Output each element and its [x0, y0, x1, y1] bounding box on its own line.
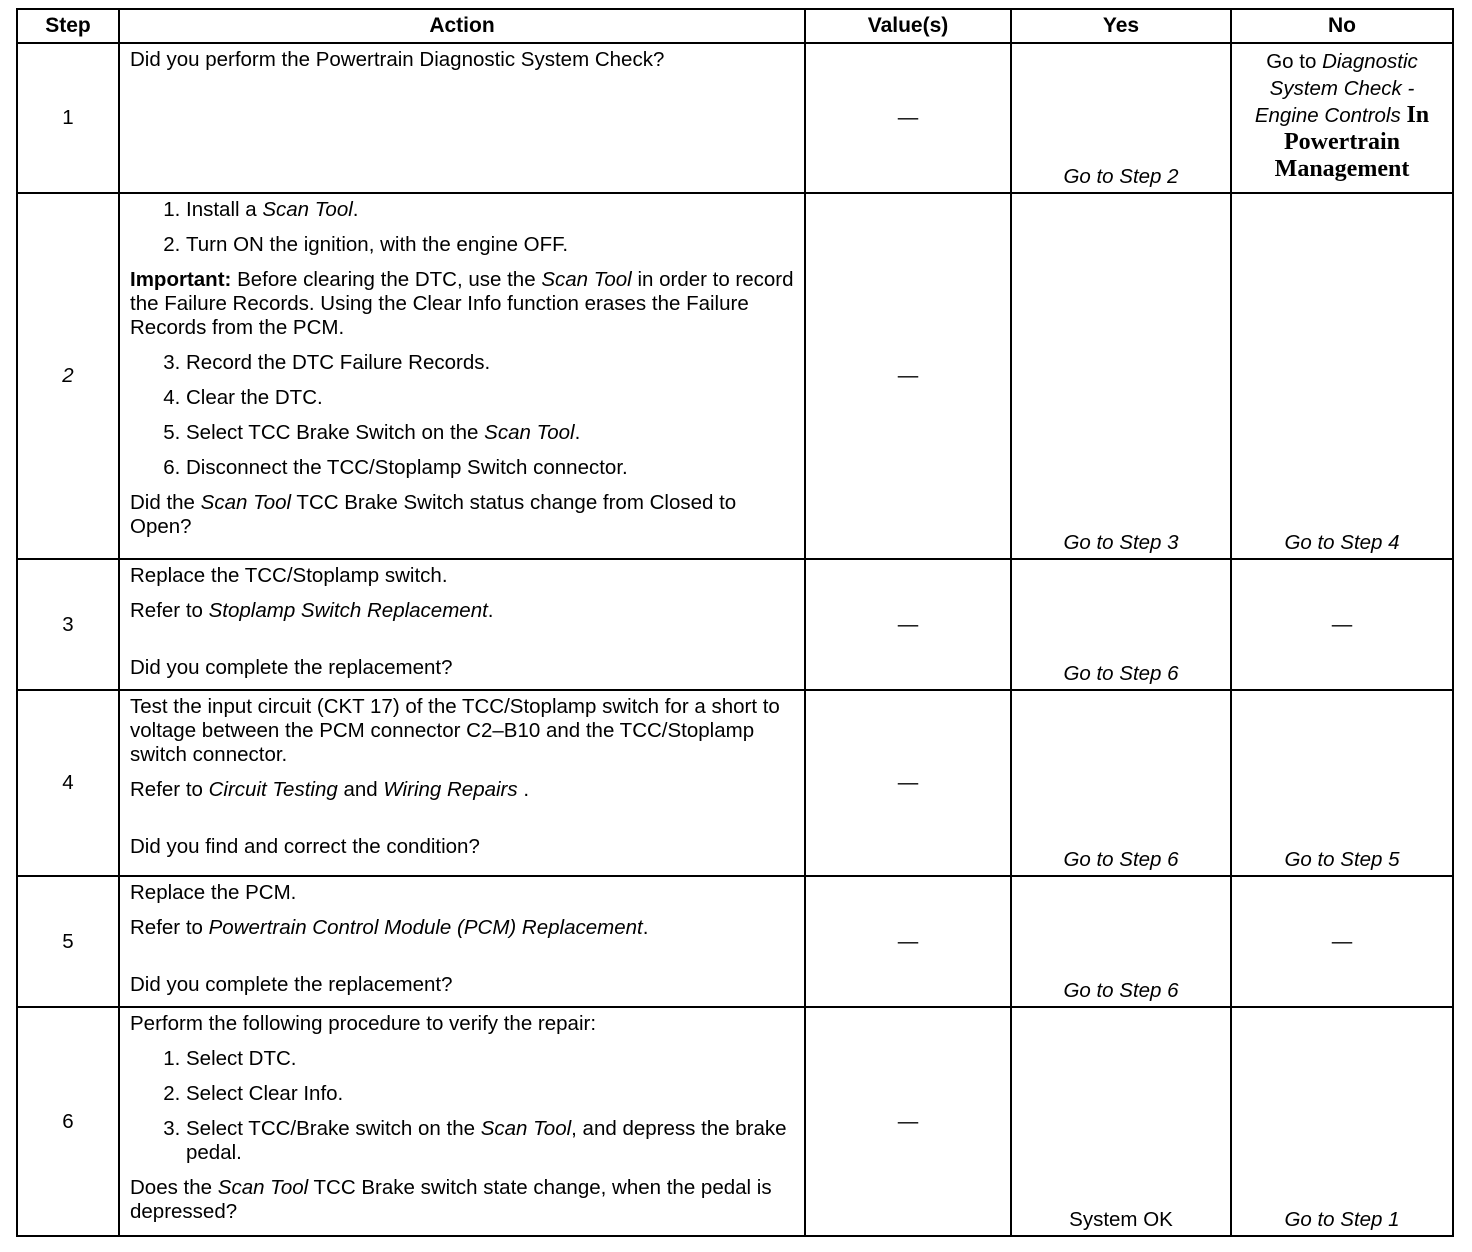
no-cell — [1231, 690, 1453, 876]
dash: — — [897, 612, 919, 636]
reference: Refer to Stoplamp Switch Replacement. — [130, 599, 494, 622]
list-item: 6. Disconnect the TCC/Stoplamp Switch connector. — [186, 456, 794, 480]
values-cell — [805, 559, 1011, 690]
no-cell — [1231, 1007, 1453, 1236]
header-values: Value(s) — [805, 9, 1011, 43]
header-action: Action — [119, 9, 805, 43]
reference: Refer to Circuit Testing and Wiring Repairs . — [130, 778, 530, 801]
yes-cell — [1011, 193, 1231, 559]
list-item: 1. Install a Scan Tool. — [186, 198, 794, 222]
values-cell — [805, 43, 1011, 193]
action-cell — [119, 43, 805, 193]
yes-cell — [1011, 43, 1231, 193]
header-yes: Yes — [1011, 9, 1231, 43]
yes-cell — [1011, 559, 1231, 690]
step-number: 5 — [17, 876, 119, 1007]
list-item: 3. Record the DTC Failure Records. — [186, 351, 794, 375]
dash: — — [897, 771, 919, 794]
dash: — — [1331, 929, 1353, 953]
no-prefix: Go to — [1266, 50, 1317, 73]
yes-cell — [1011, 1007, 1231, 1236]
list-item: 4. Clear the DTC. — [186, 386, 794, 410]
values-cell — [805, 193, 1011, 559]
action-text: Replace the PCM. — [130, 881, 297, 904]
action-cell — [119, 559, 805, 690]
dash: — — [897, 364, 919, 387]
header-step: Step — [17, 9, 119, 43]
yes-result: System OK — [1069, 1208, 1173, 1231]
step-list — [130, 198, 794, 257]
list-item: 1. Select DTC. — [186, 1047, 794, 1071]
table-row — [17, 193, 1453, 559]
dash: — — [1331, 612, 1353, 636]
table-row — [17, 876, 1453, 1007]
step-list — [130, 351, 794, 480]
no-goto: Go to Step 5 — [1284, 848, 1400, 871]
step-number: 3 — [17, 559, 119, 690]
yes-goto: Go to Step 3 — [1063, 531, 1179, 554]
yes-cell — [1011, 690, 1231, 876]
header-row — [17, 9, 1453, 43]
values-cell — [805, 1007, 1011, 1236]
action-question: Did you complete the replacement? — [130, 656, 453, 679]
no-goto — [1236, 48, 1448, 183]
no-link: Diagnostic System Check - Engine Controls — [1254, 50, 1418, 127]
table-row — [17, 43, 1453, 193]
header-no: No — [1231, 9, 1453, 43]
dash: — — [897, 1109, 919, 1133]
list-item: 5. Select TCC Brake Switch on the Scan Tool. — [186, 421, 794, 445]
action-question: Did you complete the replacement? — [130, 973, 453, 996]
table-row — [17, 690, 1453, 876]
action-cell — [119, 876, 805, 1007]
yes-cell — [1011, 876, 1231, 1007]
diagnostic-table — [16, 8, 1454, 1237]
yes-goto: Go to Step 6 — [1063, 979, 1179, 1002]
yes-goto: Go to Step 2 — [1063, 165, 1179, 188]
list-item: 2. Turn ON the ignition, with the engine OFF. — [186, 233, 794, 257]
list-item: 3. Select TCC/Brake switch on the Scan Tool, and depress the brake pedal. — [186, 1117, 794, 1165]
action-question: Did the Scan Tool TCC Brake Switch status change from Closed to Open? — [130, 491, 737, 538]
values-cell — [805, 876, 1011, 1007]
action-text: Replace the TCC/Stoplamp switch. — [130, 564, 448, 587]
action-question: Did you find and correct the condition? — [130, 835, 480, 858]
action-cell — [119, 193, 805, 559]
step-number: 2 — [17, 193, 119, 559]
action-question: Did you perform the Powertrain Diagnostic System Check? — [130, 48, 665, 71]
step-number: 4 — [17, 690, 119, 876]
step-number: 1 — [17, 43, 119, 193]
yes-goto: Go to Step 6 — [1063, 662, 1179, 685]
action-cell — [119, 1007, 805, 1236]
step-number: 6 — [17, 1007, 119, 1236]
no-cell — [1231, 559, 1453, 690]
no-goto: Go to Step 1 — [1284, 1208, 1400, 1231]
no-suffix: In Powertrain Management — [1274, 102, 1430, 182]
yes-goto: Go to Step 6 — [1063, 848, 1179, 871]
table-row — [17, 1007, 1453, 1236]
reference: Refer to Powertrain Control Module (PCM) Replacement. — [130, 916, 649, 939]
action-question: Does the Scan Tool TCC Brake switch state change, when the pedal is depressed? — [130, 1176, 772, 1223]
dash: — — [897, 106, 919, 129]
no-goto: Go to Step 4 — [1284, 531, 1400, 554]
no-cell — [1231, 876, 1453, 1007]
action-text: Test the input circuit (CKT 17) of the TCC/Stoplamp switch for a short to voltage between the PCM connector C2–B10 and the TCC/Stoplamp switch connector. — [130, 695, 780, 766]
action-text: Perform the following procedure to verify the repair: — [130, 1012, 597, 1035]
action-cell — [119, 690, 805, 876]
list-item: 2. Select Clear Info. — [186, 1082, 794, 1106]
dash: — — [897, 929, 919, 953]
important-note: Important: Before clearing the DTC, use the Scan Tool in order to record the Failure Records. Using the Clear Info function erases the Failure Records from the PCM. — [130, 268, 794, 339]
no-cell — [1231, 193, 1453, 559]
step-list — [130, 1047, 794, 1165]
no-cell — [1231, 43, 1453, 193]
table-row — [17, 559, 1453, 690]
values-cell — [805, 690, 1011, 876]
